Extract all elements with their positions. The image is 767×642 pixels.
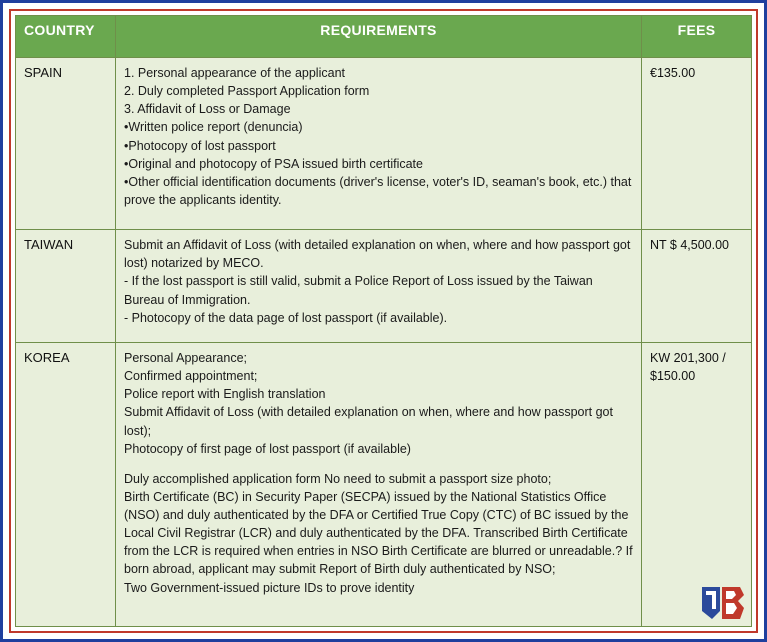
cell-fees: €135.00 xyxy=(642,58,752,230)
requirement-line: - Photocopy of the data page of lost passport (if available). xyxy=(124,310,448,325)
table-header xyxy=(16,16,752,58)
requirement-line: Duly accomplished application form No need to submit a passport size photo; xyxy=(124,471,552,486)
cell-country: TAIWAN xyxy=(16,230,116,343)
requirement-line: Personal Appearance; xyxy=(124,351,248,366)
document-inner-frame xyxy=(9,9,758,633)
requirement-line: •Original and photocopy of PSA issued birth certificate xyxy=(124,156,423,171)
jb-monogram-logo-icon xyxy=(700,581,746,621)
requirement-line: - If the lost passport is still valid, submit a Police Report of Loss issued by the Taiwan Bureau of Immigration. xyxy=(124,274,593,307)
requirement-line: •Written police report (denuncia) xyxy=(124,120,303,135)
cell-fees: KW 201,300 / $150.00 xyxy=(642,343,752,627)
requirement-line: 2. Duly completed Passport Application form xyxy=(124,84,370,99)
table-row xyxy=(16,58,752,230)
cell-country: SPAIN xyxy=(16,58,116,230)
cell-requirements xyxy=(116,58,642,230)
requirement-line: •Photocopy of lost passport xyxy=(124,138,276,153)
requirement-line: •Other official identification documents (driver's license, voter's ID, seaman's book, etc.) that prove the applicants identity. xyxy=(124,174,632,207)
requirement-line: 1. Personal appearance of the applicant xyxy=(124,66,345,80)
passport-requirements-table xyxy=(15,15,752,627)
requirement-line: Submit an Affidavit of Loss (with detailed explanation on when, where and how passport got lost) notarized by MECO. xyxy=(124,238,631,271)
column-header-fees: FEES xyxy=(642,16,752,58)
requirement-line: 3. Affidavit of Loss or Damage xyxy=(124,102,291,117)
cell-requirements xyxy=(116,230,642,343)
requirement-line: Confirmed appointment; xyxy=(124,369,258,384)
cell-fees: NT $ 4,500.00 xyxy=(642,230,752,343)
paragraph-spacer xyxy=(124,458,633,470)
table-row xyxy=(16,230,752,343)
requirement-line: Police report with English translation xyxy=(124,387,326,402)
table-row xyxy=(16,343,752,627)
requirement-line: Two Government-issued picture IDs to prove identity xyxy=(124,580,415,595)
requirement-line: Submit Affidavit of Loss (with detailed explanation on when, where and how passport got lost); xyxy=(124,405,613,438)
requirement-line: Birth Certificate (BC) in Security Paper (SECPA) issued by the National Statistics Office (NSO) and duly authenticated by the DFA or Certified True Copy (CTC) of BC issued by the Local Civil Registrar (LCR) and duly authenticated by the DFA. Transcribed Birth Certificate from the LCR is required when entries in NSO Birth Certificate are blurred or unreadable.? If born abroad, applicant may submit Report of Birth duly authenticated by NSO; xyxy=(124,489,633,577)
cell-requirements xyxy=(116,343,642,627)
column-header-requirements: REQUIREMENTS xyxy=(116,16,642,58)
column-header-country: COUNTRY xyxy=(16,16,116,58)
cell-country: KOREA xyxy=(16,343,116,627)
table-body xyxy=(16,58,752,627)
requirement-line: Photocopy of first page of lost passport (if available) xyxy=(124,441,411,456)
table-header-row xyxy=(16,16,752,58)
